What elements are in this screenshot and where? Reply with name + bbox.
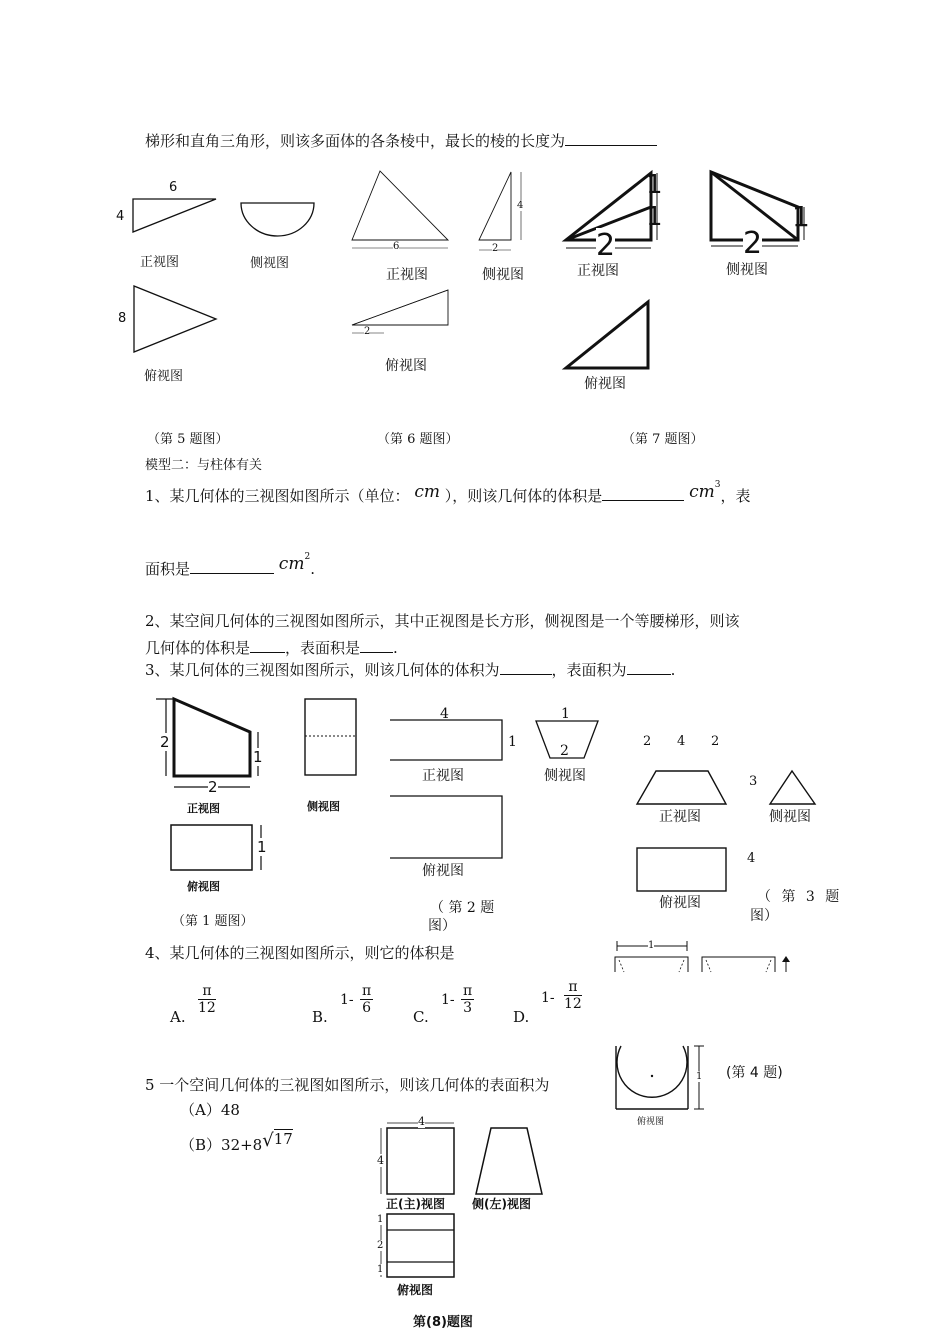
fig6-front-label: 正视图: [386, 267, 428, 283]
figq2-side-label: 侧视图: [544, 768, 586, 784]
fig7-front-width: 2: [596, 228, 616, 263]
fig7-front-label: 正视图: [577, 263, 619, 279]
figq4-top-label: 俯视图: [637, 1117, 665, 1127]
q4-option-a-fraction: $\frac{\pi}{12}$: [198, 983, 216, 1016]
figq3-dim-1: 2: [643, 734, 652, 749]
figq2-side-top: 1: [561, 706, 570, 722]
fig7-caption: （第 7 题图）: [622, 432, 704, 447]
figq1-side-label: 侧视图: [307, 800, 340, 813]
fig6-front-length: 6: [393, 241, 400, 252]
figq1-width: 2: [208, 778, 218, 796]
q4-option-d-prefix: 1-: [541, 990, 555, 1006]
q4-option-c-label[interactable]: C.: [413, 1008, 429, 1026]
fig6-side-label: 侧视图: [482, 267, 524, 283]
figq2-caption-b: 图）: [428, 918, 456, 934]
model2-title: 模型二：与柱体有关: [145, 458, 263, 473]
figq2-caption-a: （ 第 2 题: [430, 900, 495, 916]
figq4-caption: (第 4 题): [726, 1065, 783, 1081]
q2-line1: 2、某空间几何体的三视图如图所示，其中正视图是长方形，侧视图是一个等腰梯形，则该: [145, 612, 740, 630]
figq5-caption: 第(8)题图: [413, 1315, 473, 1330]
figq3-top-label: 俯视图: [659, 895, 701, 911]
q4-option-c-prefix: 1-: [441, 992, 455, 1008]
fig6-top-label: 俯视图: [385, 358, 427, 374]
figq1-front-label: 正视图: [187, 802, 220, 815]
fig6-side-height: 4: [517, 200, 524, 211]
figq4-width: 1: [648, 940, 655, 951]
q4-text: 4、某几何体的三视图如图所示，则它的体积是: [145, 944, 455, 962]
figq5-side-label: 侧(左)视图: [472, 1197, 531, 1211]
fig7-side-label: 侧视图: [726, 262, 768, 278]
q4-option-b-prefix: 1-: [340, 992, 354, 1008]
q4-option-b-label[interactable]: B.: [312, 1008, 328, 1026]
figq3-dim-2: 4: [677, 734, 686, 749]
figq2-top-length: 4: [440, 706, 449, 722]
fig7-side-height: 1: [792, 200, 810, 233]
fig5-top-left-length: 8: [118, 311, 127, 326]
figq2-side-bottom: 2: [560, 743, 569, 759]
figq2-front-label: 正视图: [422, 768, 464, 784]
q3-line: 3、某几何体的三视图如图所示，则该几何体的体积为 ，表面积为 .: [145, 661, 676, 679]
fig5-front-label: 正视图: [140, 255, 180, 270]
q4-option-b-fraction: $\frac{\pi}{6}$: [362, 983, 372, 1016]
intro-line: 梯形和直角三角形，则该多面体的各条棱中，最长的棱的长度为: [145, 130, 657, 152]
fig5-top-label: 俯视图: [144, 369, 184, 384]
q2-line2: 几何体的体积是 ，表面积是 .: [145, 639, 398, 657]
figq5-dim-2: 2: [377, 1240, 384, 1251]
figq5-height: 4: [377, 1154, 384, 1167]
fig6-caption: （第 6 题图）: [377, 432, 459, 447]
figq3-caption-b: 图）: [750, 908, 778, 924]
q4-option-d-label[interactable]: D.: [513, 1008, 530, 1026]
figq2-height: 1: [508, 734, 517, 750]
figq5-dim-3: 1: [377, 1264, 384, 1275]
figq3-height: 3: [749, 774, 758, 789]
q4-option-d-fraction: $\frac{\pi}{12}$: [564, 979, 582, 1012]
figq1-height: 2: [160, 733, 170, 751]
figq5-top-width: 4: [418, 1115, 425, 1128]
figq3-dim-3: 2: [711, 734, 720, 749]
figq5-dim-1: 1: [377, 1214, 384, 1225]
figq5-front-label: 正(主)视图: [386, 1197, 445, 1211]
figq2-top-label: 俯视图: [422, 863, 464, 879]
fig6-side-width: 2: [492, 243, 499, 254]
figq4-radius: 1: [696, 1071, 703, 1082]
figq1-right-height: 1: [253, 748, 263, 766]
figq3-top-height: 4: [747, 851, 756, 866]
fig5-top-length: 6: [169, 180, 178, 195]
q4-option-c-fraction: $\frac{\pi}{3}$: [463, 983, 473, 1016]
q5-option-a[interactable]: （A）48: [180, 1101, 240, 1119]
q5-option-b[interactable]: （B）32+8√17: [180, 1130, 293, 1154]
q4-option-a-label[interactable]: A.: [170, 1008, 186, 1026]
fig7-top-label: 俯视图: [584, 376, 626, 392]
figq3-caption-a: （ 第 3 题: [757, 889, 840, 905]
fig7-height-1: 1: [646, 170, 663, 200]
q1-line2: 面积是 $cm^2$.: [145, 552, 315, 578]
figq1-top-label: 俯视图: [187, 880, 220, 893]
fig7-side-width: 2: [743, 226, 763, 261]
fig6-top-width: 2: [364, 326, 371, 337]
q1-line1: 1、某几何体的三视图如图所示（单位： cm ），则该几何体的体积是 $cm^3$，表: [145, 480, 751, 505]
q5-text: 5 一个空间几何体的三视图如图所示，则该几何体的表面积为: [145, 1076, 550, 1094]
figq3-front-label: 正视图: [659, 809, 701, 825]
figq5-top-label: 俯视图: [397, 1283, 434, 1297]
figq1-caption: （第 1 题图）: [172, 914, 254, 929]
figq3-side-label: 侧视图: [769, 809, 811, 825]
fig5-side-label: 侧视图: [250, 256, 290, 271]
fig5-left-length: 4: [116, 209, 125, 224]
figq1-top-height: 1: [257, 838, 267, 856]
fig7-height-2: 1: [646, 202, 663, 232]
fig5-caption: （第 5 题图）: [147, 432, 229, 447]
